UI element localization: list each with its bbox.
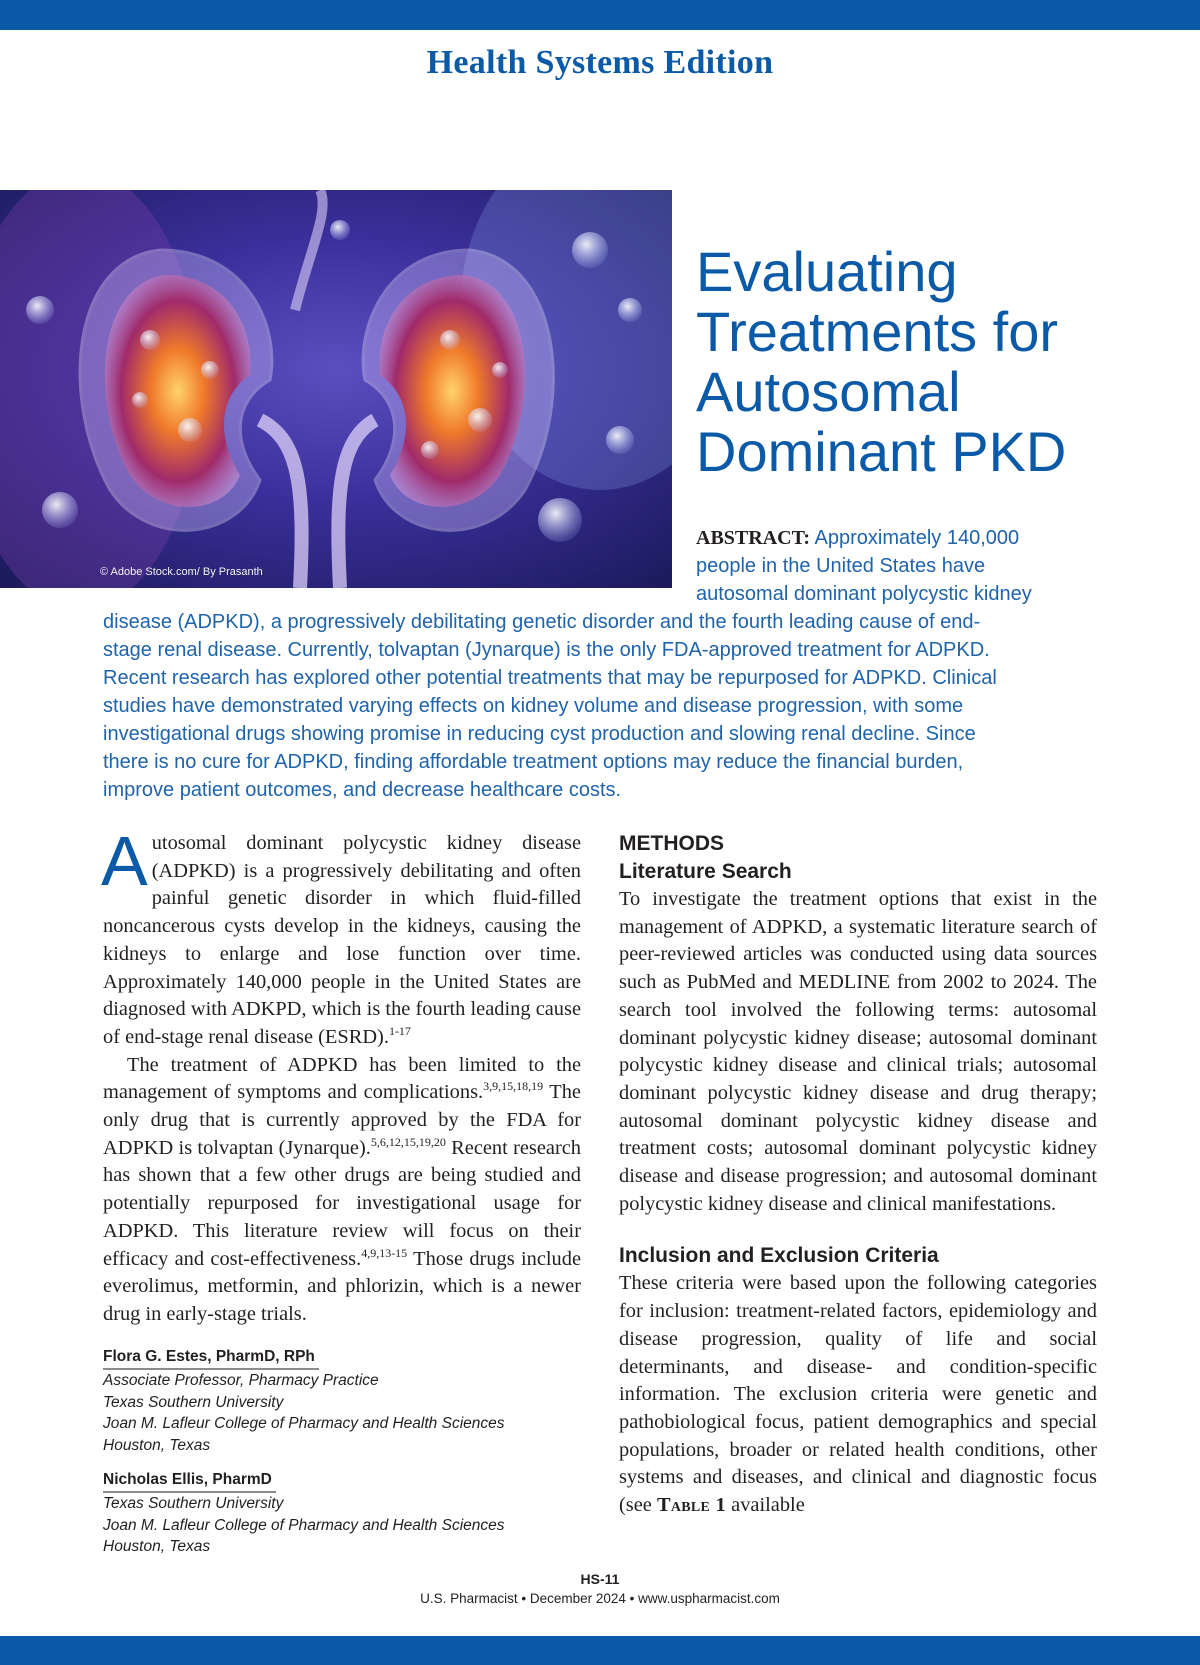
top-color-bar <box>0 0 1200 30</box>
author-name: Nicholas Ellis, PharmD <box>103 1469 276 1493</box>
body-paragraph: These criteria were based upon the following categories for inclusion: treatment-related factors, epidemiology and disease progression, quality of life and social determinants, and disease- and condition-specific information. The exclusion criteria were genetic and pathobiological focus, patient demographics and special populations, broader or related health conditions, other systems and diseases, and clinical and diagnostic focus (see Table 1 available <box>619 1272 1097 1517</box>
right-column <box>619 830 1097 1520</box>
title-line: Treatments for <box>696 300 1059 363</box>
page-footer <box>0 1570 1200 1609</box>
abstract-line: investigational drugs showing promise in reducing cyst production and slowing renal decline. Since <box>103 723 976 745</box>
author-affiliation: Texas Southern University <box>103 1393 284 1411</box>
author-name: Flora G. Estes, PharmD, RPh <box>103 1346 319 1370</box>
abstract-line: ABSTRACT: Approximately 140,000 <box>696 527 1020 549</box>
hero-image <box>0 190 672 588</box>
title-line: Dominant PKD <box>696 420 1067 483</box>
abstract-line: there is no cure for ADPKD, finding affordable treatment options may reduce the financial burden, <box>103 751 964 773</box>
table-reference: Table 1 <box>656 1494 727 1517</box>
drop-cap: A <box>101 822 148 900</box>
page-number: HS-11 <box>580 1571 620 1587</box>
author-affiliation: Joan M. Lafleur College of Pharmacy and Health Sciences <box>103 1415 505 1432</box>
abstract-line: studies have demonstrated varying effects on kidney volume and disease progression, with some <box>103 695 964 717</box>
reference-marker: 3,9,15,18,19 <box>483 1079 544 1094</box>
image-credit: © Adobe Stock.com/ By Prasanth <box>100 566 263 578</box>
author-affiliation: Joan M. Lafleur College of Pharmacy and Health Sciences <box>103 1516 505 1534</box>
subsection-heading: Inclusion and Exclusion Criteria <box>619 1244 939 1268</box>
reference-marker: 1-17 <box>388 1023 411 1038</box>
edition-title: Health Systems Edition <box>426 44 774 81</box>
abstract-line: stage renal disease. Currently, tolvaptan (Jynarque) is the only FDA-approved treatment for ADPKD. <box>103 639 990 661</box>
abstract-line: improve patient outcomes, and decrease healthcare costs. <box>103 779 622 801</box>
abstract-label: ABSTRACT: <box>696 527 811 549</box>
body-paragraph: The treatment of ADPKD has been limited to the management of symptoms and complications.$^{3,9,15,18,19}$ The only drug that is currently approved by the FDA for ADPKD is tolvaptan (Jynarque).$^{5,6,12,15,19,20}$ Recent research has shown that a few other drugs are being studied and potentially repurposed for investigational usage for ADPKD. This literature review will focus on their efficacy and cost-effectiveness.$^{4,9,13-15}$ Those drugs include everolimus, metformin, and phlorizin, which is a newer drug in early-stage trials. <box>103 1053 581 1325</box>
reference-marker: 4,9,13-15 <box>361 1245 408 1260</box>
intro-paragraph: Autosomal dominant polycystic kidney disease (ADPKD) is a progressively debilitating and often painful genetic disorder in which fluid-filled noncancerous cysts develop in the kidneys, causing the kidneys to enlarge and lose function over time. Approximately 140,000 people in the United States are diagnosed with ADKPD, which is the fourth leading cause of end-stage renal disease (ESRD).$^{1-17}$ <box>101 822 581 1048</box>
abstract-line: people in the United States have <box>696 555 986 577</box>
reference-marker: 5,6,12,15,19,20 <box>370 1134 446 1149</box>
left-column <box>101 822 581 1329</box>
section-heading: METHODS <box>619 832 724 855</box>
article-title <box>696 242 1176 482</box>
subsection-heading: Literature Search <box>619 860 792 883</box>
author-block <box>103 1469 603 1558</box>
title-line: Evaluating <box>696 240 958 303</box>
kidney-illustration <box>0 190 672 588</box>
title-line: Autosomal <box>696 360 961 423</box>
author-affiliation: Houston, Texas <box>103 1538 211 1555</box>
author-affiliation: Houston, Texas <box>103 1436 211 1454</box>
abstract-line: Recent research has explored other potential treatments that may be repurposed for ADPKD. Clinical <box>103 667 997 689</box>
publication-line: U.S. Pharmacist • December 2024 • www.uspharmacist.com <box>420 1591 780 1606</box>
abstract-line: disease (ADPKD), a progressively debilitating genetic disorder and the fourth leading cause of end- <box>103 611 981 633</box>
author-block <box>103 1346 603 1456</box>
abstract-line: autosomal dominant polycystic kidney <box>696 583 1032 605</box>
author-affiliation: Texas Southern University <box>103 1495 284 1512</box>
body-paragraph: To investigate the treatment options that exist in the management of ADPKD, a systematic literature search of peer-reviewed articles was conducted using data sources such as PubMed and MEDLINE from 2002 to 2024. The search tool involved the following terms: autosomal dominant polycystic kidney disease; autosomal dominant polycystic kidney disease and clinical trials; autosomal dominant polycystic kidney disease and drug therapy; autosomal dominant polycystic kidney disease and treatment costs; autosomal dominant polycystic kidney disease and disease progression; and autosomal dominant polycystic kidney disease and clinical manifestations. <box>619 888 1097 1215</box>
author-affiliation: Associate Professor, Pharmacy Practice <box>103 1372 379 1389</box>
bottom-color-bar <box>0 1636 1200 1665</box>
